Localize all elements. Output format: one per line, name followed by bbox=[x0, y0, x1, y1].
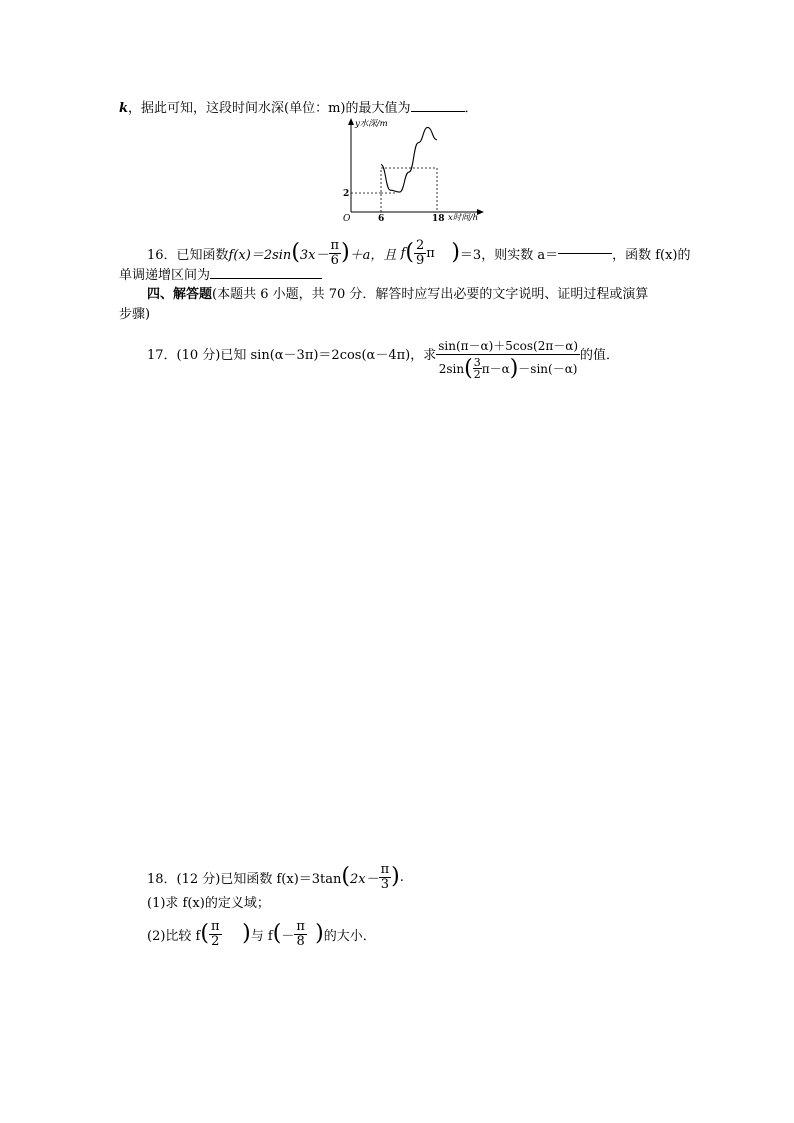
q17-rparen: ) bbox=[509, 355, 519, 381]
q18-pi: π bbox=[380, 861, 390, 877]
y-tick-2: 2 bbox=[343, 189, 350, 199]
q16-two: 2 bbox=[415, 237, 425, 253]
q16-answer-blank-interval[interactable] bbox=[210, 278, 322, 279]
q16-fx: f(x)＝2sin bbox=[228, 247, 292, 263]
q18-lparen-b: ( bbox=[272, 921, 282, 946]
q18-pi-over-3 bbox=[379, 863, 392, 891]
q18-minus: － bbox=[281, 928, 295, 944]
q18-part1 bbox=[147, 892, 270, 911]
q18-pi-over-8 bbox=[294, 920, 307, 948]
x-tick-6: 6 bbox=[378, 214, 385, 224]
q16-answer-blank-a[interactable] bbox=[558, 253, 612, 254]
q16-lparen: ( bbox=[291, 240, 300, 265]
q16-number: 16．已知函数 bbox=[147, 247, 229, 263]
q18-rparen-a: ) bbox=[242, 921, 251, 946]
q18-lparen-a: ( bbox=[200, 921, 209, 946]
q15-line bbox=[119, 97, 478, 116]
q18-dot: . bbox=[399, 869, 404, 885]
q16-rparen2: ) bbox=[451, 240, 460, 265]
q18-inner: 2x－ bbox=[350, 871, 379, 887]
q17-text: 17．(10 分)已知 sin(α－3π)＝2cos(α－4π)，求 bbox=[147, 347, 437, 363]
origin-label: O bbox=[343, 214, 351, 224]
q18-rparen-b: ) bbox=[315, 921, 324, 946]
q15-k-var: k bbox=[119, 101, 129, 116]
q16-f: f bbox=[400, 245, 406, 261]
q17-numerator: sin(π－α)＋5cos(2π－α) bbox=[436, 340, 580, 356]
q16-comma-fn: ，函数 f(x)的 bbox=[612, 247, 691, 263]
q15-end: ． bbox=[464, 101, 478, 116]
q16-pi-over-6 bbox=[329, 239, 342, 267]
q16-pi: π bbox=[330, 237, 340, 253]
y-axis-label: y水深/m bbox=[355, 119, 388, 129]
q18-line1 bbox=[147, 857, 404, 897]
q16-pi2: π bbox=[426, 245, 435, 261]
q16-plus-a: ＋a，且 bbox=[349, 247, 397, 263]
q16-inner: 3x－ bbox=[299, 247, 329, 263]
q18-part2a: (2)比较 f bbox=[147, 928, 201, 944]
q17-den-b: π－α bbox=[481, 361, 510, 376]
q18-text: 18．(12 分)已知函数 f(x)＝3tan bbox=[147, 871, 342, 887]
x-axis-label: x时间/h bbox=[448, 213, 479, 223]
section4-text: (本题共 6 小题，共 70 分．解答时应写出必要的文字说明、证明过程或演算 bbox=[212, 287, 649, 302]
q18-part2b: 的大小． bbox=[323, 928, 376, 944]
q17-denominator bbox=[436, 355, 580, 380]
y-axis-arrow bbox=[348, 118, 354, 125]
q17-den-c: －sin(－α) bbox=[518, 361, 578, 376]
q17-den-a: 2sin bbox=[438, 361, 465, 376]
q16-six: 6 bbox=[330, 252, 339, 268]
x-tick-18: 18 bbox=[432, 214, 445, 224]
q17-lparen: ( bbox=[464, 355, 473, 381]
q16-eq3: ＝3，则实数 a＝ bbox=[459, 247, 559, 263]
q18-part1-text: (1)求 f(x)的定义域； bbox=[147, 896, 270, 911]
water-depth-chart bbox=[338, 116, 490, 224]
q18-rparen: ) bbox=[391, 864, 400, 889]
q16-2-over-9 bbox=[414, 239, 426, 267]
q18-two: 2 bbox=[211, 933, 220, 949]
section4-text2: 步骤) bbox=[119, 307, 151, 322]
q17-den-2: 2 bbox=[473, 368, 481, 382]
q16-rparen: ) bbox=[341, 240, 350, 265]
section4-title: 四、解答题 bbox=[147, 287, 213, 302]
section4-line1 bbox=[147, 283, 648, 302]
q18-lparen: ( bbox=[341, 864, 350, 889]
q17-den-3: 3 bbox=[473, 356, 481, 370]
q17-line bbox=[147, 318, 619, 388]
q15-answer-blank[interactable] bbox=[411, 111, 465, 112]
q18-pi-b: π bbox=[296, 918, 305, 934]
q18-pi-over-2 bbox=[209, 920, 222, 948]
q17-3-over-2 bbox=[473, 357, 482, 380]
q15-text: ，据此可知，这段时间水深(单位：m)的最大值为 bbox=[128, 101, 411, 116]
depth-curve bbox=[381, 127, 437, 192]
q17-fraction bbox=[436, 340, 580, 381]
section4-line2 bbox=[119, 303, 150, 322]
q16-nine: 9 bbox=[415, 252, 425, 268]
q18-eight: 8 bbox=[296, 933, 305, 949]
q18-part2 bbox=[147, 910, 376, 958]
q18-three: 3 bbox=[380, 876, 390, 892]
q18-pi-a: π bbox=[210, 918, 220, 934]
q17-end: 的值． bbox=[580, 347, 620, 363]
q16-line2 bbox=[119, 264, 322, 283]
q16-line2-text: 单调递增区间为 bbox=[119, 268, 211, 283]
q16-lparen2: ( bbox=[405, 240, 414, 265]
q18-yu-f: 与 f bbox=[250, 928, 273, 944]
